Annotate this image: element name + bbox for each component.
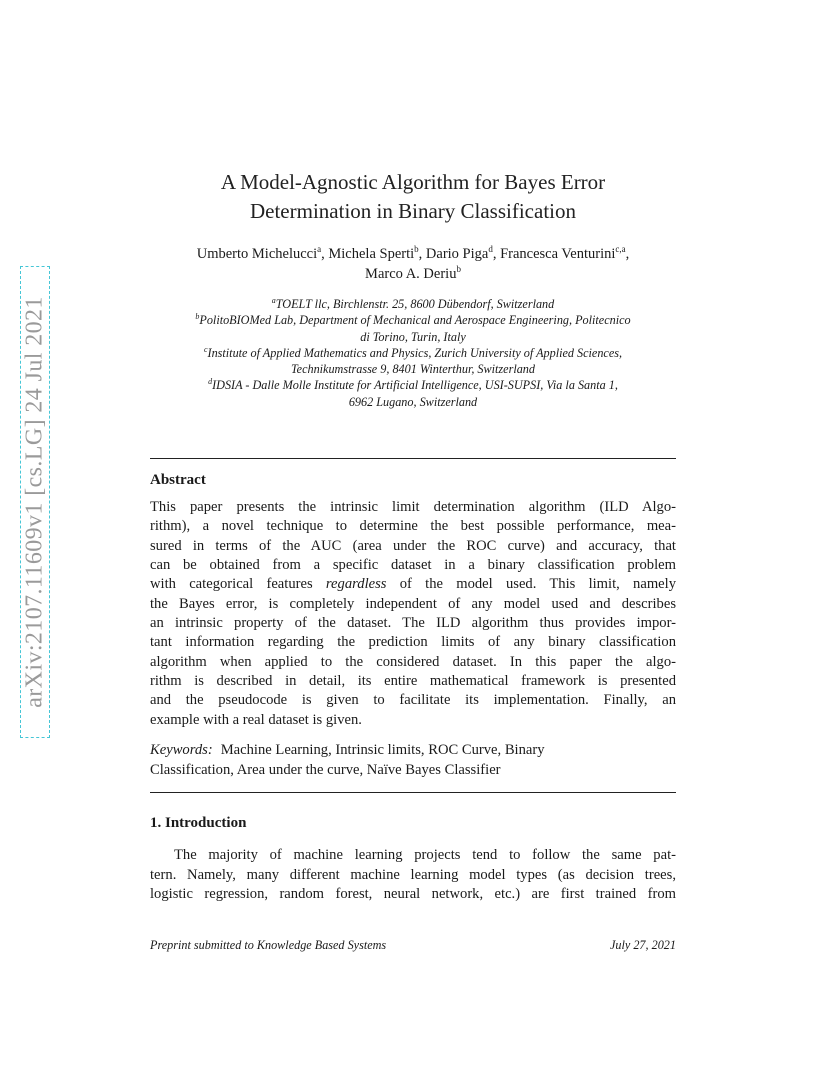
author-separator: , xyxy=(492,246,501,262)
keywords-label: Keywords: xyxy=(150,742,213,758)
introduction-line: The majority of machine learning projects tend to follow the same pat- xyxy=(174,847,676,863)
affiliation-mark: a xyxy=(271,296,276,305)
affiliation-line: $^a$TOELT llc, Birchlenstr. 25, 8600 Dübendorf, Switzerland xyxy=(271,296,555,311)
abstract-bottom-rule xyxy=(150,792,676,793)
affiliation-mark: b xyxy=(195,312,200,322)
footer-submission-note: Preprint submitted to Knowledge Based Systems xyxy=(150,938,387,952)
author-affiliation-mark: b xyxy=(456,264,461,274)
affiliation-line: $^c$Institute of Applied Mathematics and Physics, Zurich University of Applied Sciences, xyxy=(203,344,623,360)
author-affiliation-mark: b xyxy=(414,244,419,254)
author-list xyxy=(150,244,676,284)
introduction-line: tern. Namely, many different machine learning model types (as decision trees, xyxy=(150,866,676,883)
emphasis-regardless: regardless xyxy=(325,576,387,593)
keywords-block xyxy=(150,741,676,780)
title-line-2: Determination in Binary Classification xyxy=(249,199,576,223)
abstract-line: with categorical features regardless of the model used. This limit, namely xyxy=(150,576,676,593)
affiliation-mark: d xyxy=(208,377,213,387)
affiliation-list xyxy=(150,296,676,410)
affiliation-line: Technikumstrasse 9, 8401 Winterthur, Switzerland xyxy=(291,362,535,377)
keywords-line-2: Classification, Area under the curve, Naïve Bayes Classifier xyxy=(150,761,501,778)
author-name: Dario Piga xyxy=(425,246,489,262)
abstract-line: tant information regarding the prediction limits of any binary classification xyxy=(150,634,676,651)
affiliation-line: 6962 Lugano, Switzerland xyxy=(348,394,478,409)
author-separator: , xyxy=(625,246,630,262)
author-affiliation-mark: a xyxy=(317,244,322,254)
abstract-line: an intrinsic property of the dataset. The ILD algorithm thus provides impor- xyxy=(150,615,676,632)
affiliation-line: $^d$IDSIA - Dalle Molle Institute for Artificial Intelligence, USI-SUPSI, Via la Santa 1, xyxy=(208,377,618,393)
abstract-line: rithm is described in detail, its entire mathematical framework is presented xyxy=(150,673,676,690)
abstract-line: can be obtained from a specific dataset in a binary classification problem xyxy=(150,557,676,574)
author-affiliation-mark: d xyxy=(488,244,493,254)
author-name: Umberto Michelucci xyxy=(196,246,318,262)
abstract-body xyxy=(150,498,676,730)
page-footer xyxy=(150,938,676,953)
abstract-line: rithm), a novel technique to determine the best possible performance, mea- xyxy=(150,518,676,535)
abstract-line: sured in terms of the AUC (area under the ROC curve) and accuracy, that xyxy=(150,537,676,554)
affiliation-line: di Torino, Turin, Italy xyxy=(360,329,466,344)
author-name: Michela Sperti xyxy=(328,246,415,262)
affiliation-mark: c xyxy=(203,344,208,354)
author-separator: , xyxy=(418,246,426,262)
author-line-2 xyxy=(150,264,676,284)
abstract-line: the Bayes error, is completely independent of any model used and describes xyxy=(150,595,676,612)
author-line-1 xyxy=(150,244,676,264)
introduction-heading: 1. Introduction xyxy=(150,815,247,831)
author-affiliation-mark: c,a xyxy=(615,244,626,254)
title-line-1: A Model-Agnostic Algorithm for Bayes Error xyxy=(220,170,606,194)
author-name: Marco A. Deriu xyxy=(365,266,457,282)
introduction-line: logistic regression, random forest, neural network, etc.) are first trained from xyxy=(150,886,676,902)
abstract-top-rule xyxy=(150,458,676,459)
abstract-line: and the pseudocode is given to facilitate its implementation. Finally, an xyxy=(150,692,676,709)
keywords-line-1: Keywords: Machine Learning, Intrinsic limits, ROC Curve, Binary xyxy=(150,742,545,758)
introduction-body xyxy=(150,846,676,905)
arxiv-identifier-text: arXiv:2107.11609v1 [cs.LG] 24 Jul 2021 xyxy=(21,296,48,708)
abstract-line: This paper presents the intrinsic limit determination algorithm (ILD Algo- xyxy=(150,499,676,515)
abstract-line: example with a real dataset is given. xyxy=(150,711,362,728)
author-name: Francesca Venturini xyxy=(500,246,616,262)
arxiv-identifier-stamp[interactable] xyxy=(20,266,50,738)
author-separator: , xyxy=(321,246,329,262)
abstract-line: algorithm when applied to the considered dataset. In this paper the algo- xyxy=(150,653,676,670)
abstract-heading: Abstract xyxy=(150,472,206,488)
footer-date: July 27, 2021 xyxy=(609,938,676,952)
paper-title xyxy=(150,168,676,226)
affiliation-line: $^b$PolitoBIOMed Lab, Department of Mechanical and Aerospace Engineering, Politecnico xyxy=(195,312,631,328)
